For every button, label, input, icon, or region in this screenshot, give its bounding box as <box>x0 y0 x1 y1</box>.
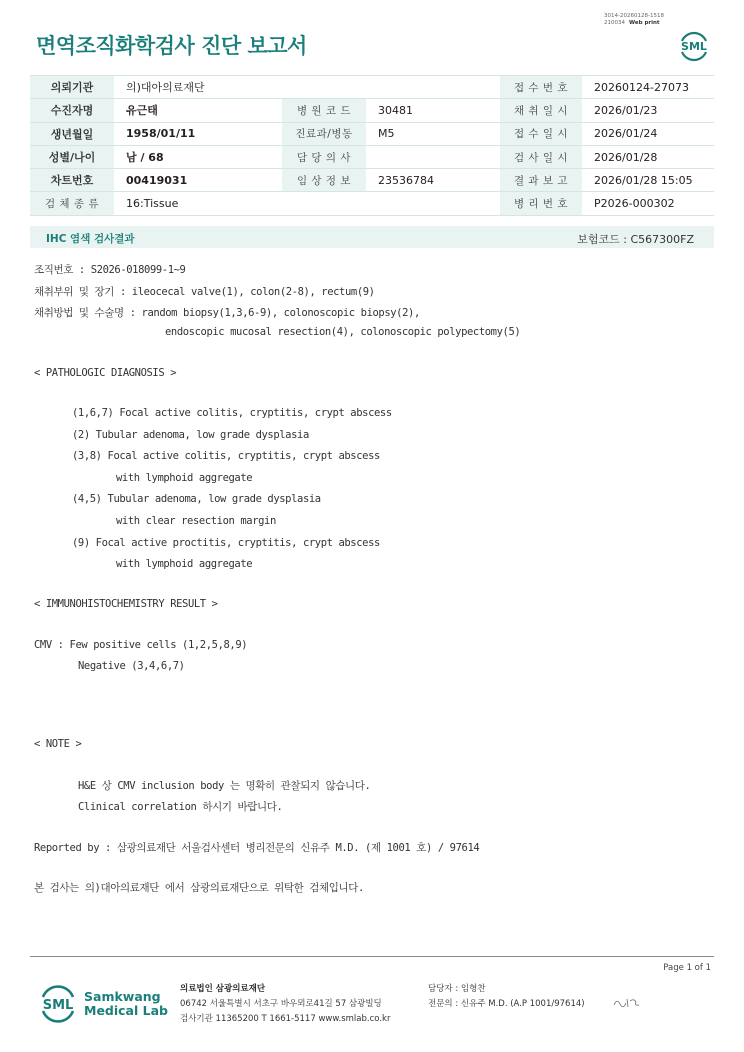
collection-date-value: 2026/01/23 <box>582 99 714 122</box>
diagnosis-line: (1,6,7) Focal active colitis, cryptitis, crypt abscess <box>72 407 392 419</box>
specimen-type-value: 16:Tissue <box>114 192 500 215</box>
diagnosis-line: (4,5) Tubular adenoma, low grade dysplasia <box>72 493 321 505</box>
requester-label: 의뢰기관 <box>30 76 114 99</box>
cmv-negative-line: Negative (3,4,6,7) <box>78 660 185 672</box>
footer-address: 06742 서울특별시 서초구 바우뫼로41길 57 삼광빌딩 <box>180 999 382 1009</box>
birth-date-label: 생년월일 <box>30 122 114 145</box>
test-date-label: 검 사 일 시 <box>500 145 582 168</box>
hospital-code-label: 병 원 코 드 <box>282 99 366 122</box>
department-label: 진료과/병동 <box>282 122 366 145</box>
info-row <box>30 169 714 192</box>
patient-info-table <box>30 75 714 216</box>
web-print-label: Web print <box>629 19 660 26</box>
footer-specialist: 전문의 : 신유주 M.D. (A.P 1001/97614) <box>428 999 585 1009</box>
info-row <box>30 145 714 168</box>
patient-name-label: 수진자명 <box>30 99 114 122</box>
info-row <box>30 192 714 215</box>
tissue-number: 조직번호 : S2026-018099-1~9 <box>34 264 186 276</box>
report-date-label: 결 과 보 고 <box>500 169 582 192</box>
pathology-number-value: P2026-000302 <box>582 192 714 215</box>
collection-method-cont: endoscopic mucosal resection(4), colonoscopic polypectomy(5) <box>165 326 521 338</box>
cmv-positive-line: CMV : Few positive cells (1,2,5,8,9) <box>34 639 248 651</box>
sml-logo-text: SML <box>681 40 707 53</box>
footer-manager: 담당자 : 임형찬 <box>428 984 486 994</box>
page-number: Page 1 of 1 <box>663 963 711 973</box>
diagnosis-line: with clear resection margin <box>116 515 276 527</box>
diagnosis-line: (3,8) Focal active colitis, cryptitis, crypt abscess <box>72 450 380 462</box>
note-heading: < NOTE > <box>34 738 82 750</box>
page-title: 면역조직화학검사 진단 보고서 <box>36 34 307 58</box>
footer-divider <box>30 956 714 957</box>
note-line: H&E 상 CMV inclusion body 는 명확히 관찰되지 않습니다. <box>78 780 371 792</box>
accession-value: 20260124-27073 <box>582 76 714 99</box>
document-code-line2: 210034 <box>604 19 625 26</box>
sml-footer-logo-text: SML <box>42 998 74 1013</box>
footer-organization: 의료법인 삼광의료재단 <box>180 984 266 994</box>
department-value: M5 <box>366 122 500 145</box>
sml-footer-logo-icon <box>36 980 80 1024</box>
diagnosis-line: (9) Focal active proctitis, cryptitis, crypt abscess <box>72 537 380 549</box>
document-code-line1: 3014-20260128-1518 <box>604 13 664 19</box>
brand-name-line1: Samkwang <box>84 989 161 1004</box>
info-row <box>30 76 714 99</box>
signature-icon <box>612 996 642 1010</box>
pathologic-diagnosis-heading: < PATHOLOGIC DIAGNOSIS > <box>34 367 177 379</box>
info-row <box>30 122 714 145</box>
footer-contact: 검사기관 11365200 T 1661-5117 www.smlab.co.kr <box>180 1014 391 1024</box>
test-date-value: 2026/01/28 <box>582 145 714 168</box>
info-row <box>30 99 714 122</box>
clinical-info-label: 임 상 정 보 <box>282 169 366 192</box>
brand-name <box>84 990 168 1018</box>
report-date-value: 2026/01/28 15:05 <box>582 169 714 192</box>
ihc-result-bar <box>30 226 714 248</box>
ihc-section-title: IHC 염색 검사결과 <box>46 233 135 245</box>
collection-site: 채취부위 및 장기 : ileocecal valve(1), colon(2-8), rectum(9) <box>34 286 375 298</box>
note-line: Clinical correlation 하시기 바랍니다. <box>78 801 283 813</box>
consignment-note: 본 검사는 의)대아의료재단 에서 삼광의료재단으로 위탁한 검체입니다. <box>34 882 364 894</box>
document-code <box>604 13 664 26</box>
sex-age-label: 성별/나이 <box>30 145 114 168</box>
collection-method: 채취방법 및 수술명 : random biopsy(1,3,6-9), colonoscopic biopsy(2), <box>34 307 420 319</box>
diagnosis-line: (2) Tubular adenoma, low grade dysplasia <box>72 429 309 441</box>
collection-date-label: 채 취 일 시 <box>500 99 582 122</box>
clinical-info-value: 23536784 <box>366 169 500 192</box>
pathology-number-label: 병 리 번 호 <box>500 192 582 215</box>
birth-date-value: 1958/01/11 <box>114 122 282 145</box>
physician-label: 담 당 의 사 <box>282 145 366 168</box>
receipt-date-value: 2026/01/24 <box>582 122 714 145</box>
insurance-code: 보험코드 : C567300FZ <box>577 233 694 246</box>
chart-number-label: 차트번호 <box>30 169 114 192</box>
diagnosis-line: with lymphoid aggregate <box>116 558 253 570</box>
reported-by: Reported by : 삼광의료재단 서울검사센터 병리전문의 신유주 M.D. (제 1001 호) / 97614 <box>34 842 480 854</box>
receipt-date-label: 접 수 일 시 <box>500 122 582 145</box>
sex-age-value: 남 / 68 <box>114 145 282 168</box>
physician-value <box>366 145 500 168</box>
ihc-result-heading: < IMMUNOHISTOCHEMISTRY RESULT > <box>34 598 218 610</box>
diagnosis-line: with lymphoid aggregate <box>116 472 253 484</box>
patient-name-value: 유근태 <box>114 99 282 122</box>
accession-label: 접 수 번 호 <box>500 76 582 99</box>
chart-number-value: 00419031 <box>114 169 282 192</box>
requester-value: 의)대아의료재단 <box>114 76 500 99</box>
sml-logo-icon <box>676 27 712 63</box>
hospital-code-value: 30481 <box>366 99 500 122</box>
specimen-type-label: 검 체 종 류 <box>30 192 114 215</box>
brand-name-line2: Medical Lab <box>84 1003 168 1018</box>
